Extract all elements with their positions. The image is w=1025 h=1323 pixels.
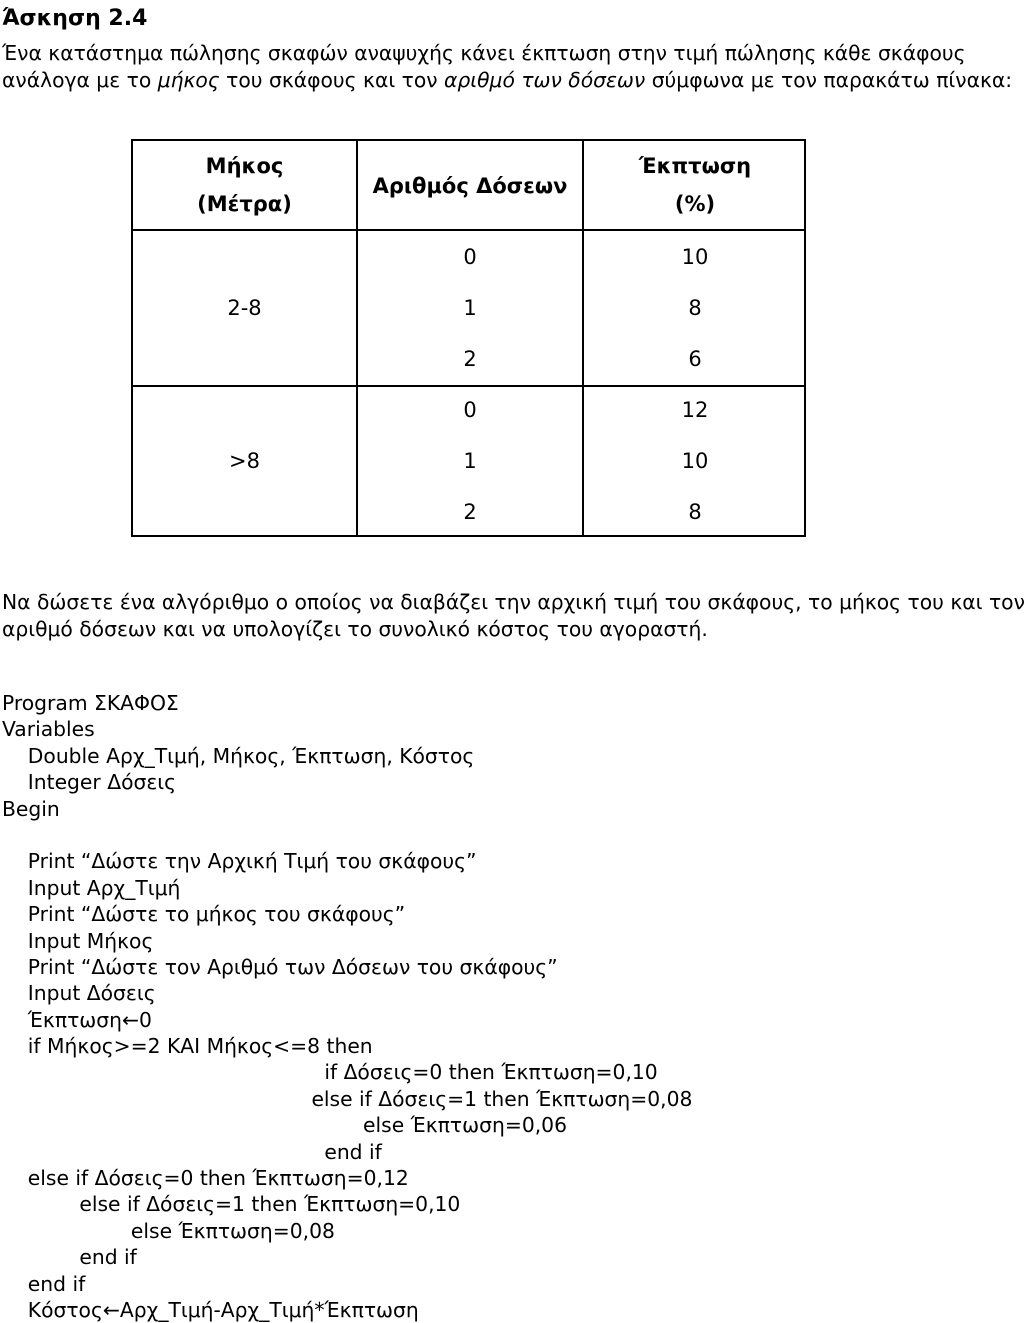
discount-cell: 6	[688, 347, 702, 371]
code-line: else Έκπτωση=0,06	[2, 1113, 567, 1138]
code-line: else if Δόσεις=1 then Έκπτωση=0,08	[2, 1086, 693, 1111]
code-line: Print “Δώστε το μήκος του σκάφους”	[2, 902, 406, 927]
table-divider	[133, 229, 804, 231]
installments-cell: 0	[463, 245, 477, 269]
task-line-2: αριθμό δόσεων και να υπολογίζει το συνολικό κόστος του αγοραστή.	[2, 616, 708, 641]
code-line: Integer Δόσεις	[2, 770, 177, 795]
discount-cell: 10	[681, 449, 709, 473]
intro-line-2	[2, 67, 1013, 94]
intro-text: ανάλογα με το	[2, 67, 158, 92]
code-line: Print “Δώστε την Αρχική Τιμή του σκάφους”	[2, 849, 477, 874]
intro-emphasis-length: μήκος	[157, 67, 220, 92]
code-line: Program ΣΚΑΦΟΣ	[2, 691, 179, 715]
installments-cell: 0	[463, 398, 477, 422]
discount-cell: 10	[681, 245, 709, 269]
code-line: if Δόσεις=0 then Έκπτωση=0,10	[2, 1060, 658, 1085]
code-line: else Έκπτωση=0,08	[2, 1218, 335, 1243]
installments-cell: 1	[463, 296, 477, 320]
intro-paragraph	[2, 40, 1013, 93]
code-line: else if Δόσεις=1 then Έκπτωση=0,10	[2, 1192, 461, 1217]
discount-cell: 12	[681, 398, 709, 422]
intro-line-1: Ένα κατάστημα πώλησης σκαφών αναψυχής κάνει έκπτωση στην τιμή πώλησης κάθε σκάφους	[2, 41, 966, 65]
header-installments: Αριθμός Δόσεων	[372, 174, 568, 198]
code-line: Variables	[2, 717, 95, 742]
installments-cell: 2	[463, 347, 477, 371]
task-line-1: Να δώσετε ένα αλγόριθμο ο οποίος να διαβάζει την αρχική τιμή του σκάφους, το μήκος του και τον	[2, 590, 1025, 614]
discount-cell: 8	[688, 296, 702, 320]
task-paragraph	[2, 589, 1025, 642]
header-length: Μήκος	[205, 154, 284, 178]
table-divider	[133, 385, 804, 387]
header-discount-unit: (%)	[674, 192, 716, 216]
code-line: end if	[2, 1271, 86, 1296]
pseudocode-block	[2, 690, 958, 1323]
code-line: Double Αρχ_Τιμή, Μήκος, Έκπτωση, Κόστος	[2, 743, 475, 768]
code-line: end if	[2, 1139, 382, 1164]
installments-cell: 2	[463, 500, 477, 524]
code-line: Begin	[2, 796, 60, 821]
length-cell: 2-8	[227, 296, 262, 320]
exercise-title: Άσκηση 2.4	[2, 6, 148, 31]
code-line: else if Δόσεις=0 then Έκπτωση=0,12	[2, 1166, 409, 1191]
code-line: end if	[2, 1245, 137, 1270]
code-line: if Μήκος>=2 ΚΑΙ Μήκος<=8 then	[2, 1034, 373, 1059]
discount-cell: 8	[688, 500, 702, 524]
code-line: Κόστος←Αρχ_Τιμή-Αρχ_Τιμή*Έκπτωση	[2, 1297, 419, 1322]
header-discount: Έκπτωση	[638, 154, 752, 178]
length-cell: >8	[229, 449, 260, 473]
installments-cell: 1	[463, 449, 477, 473]
code-line: Input Δόσεις	[2, 981, 156, 1006]
code-line	[2, 822, 958, 848]
code-line: Input Μήκος	[2, 928, 154, 953]
code-line: Print “Δώστε τον Αριθμό των Δόσεων του σκάφους”	[2, 954, 558, 979]
discount-table	[131, 139, 806, 537]
code-line: Έκπτωση←0	[2, 1007, 152, 1032]
intro-text: σύμφωνα με τον παρακάτω πίνακα:	[645, 67, 1013, 92]
header-length-unit: (Μέτρα)	[197, 192, 292, 216]
intro-text: του σκάφους και τον	[219, 67, 445, 92]
code-line: Input Αρχ_Τιμή	[2, 875, 181, 900]
intro-emphasis-installments: αριθμό των δόσεων	[444, 67, 646, 92]
